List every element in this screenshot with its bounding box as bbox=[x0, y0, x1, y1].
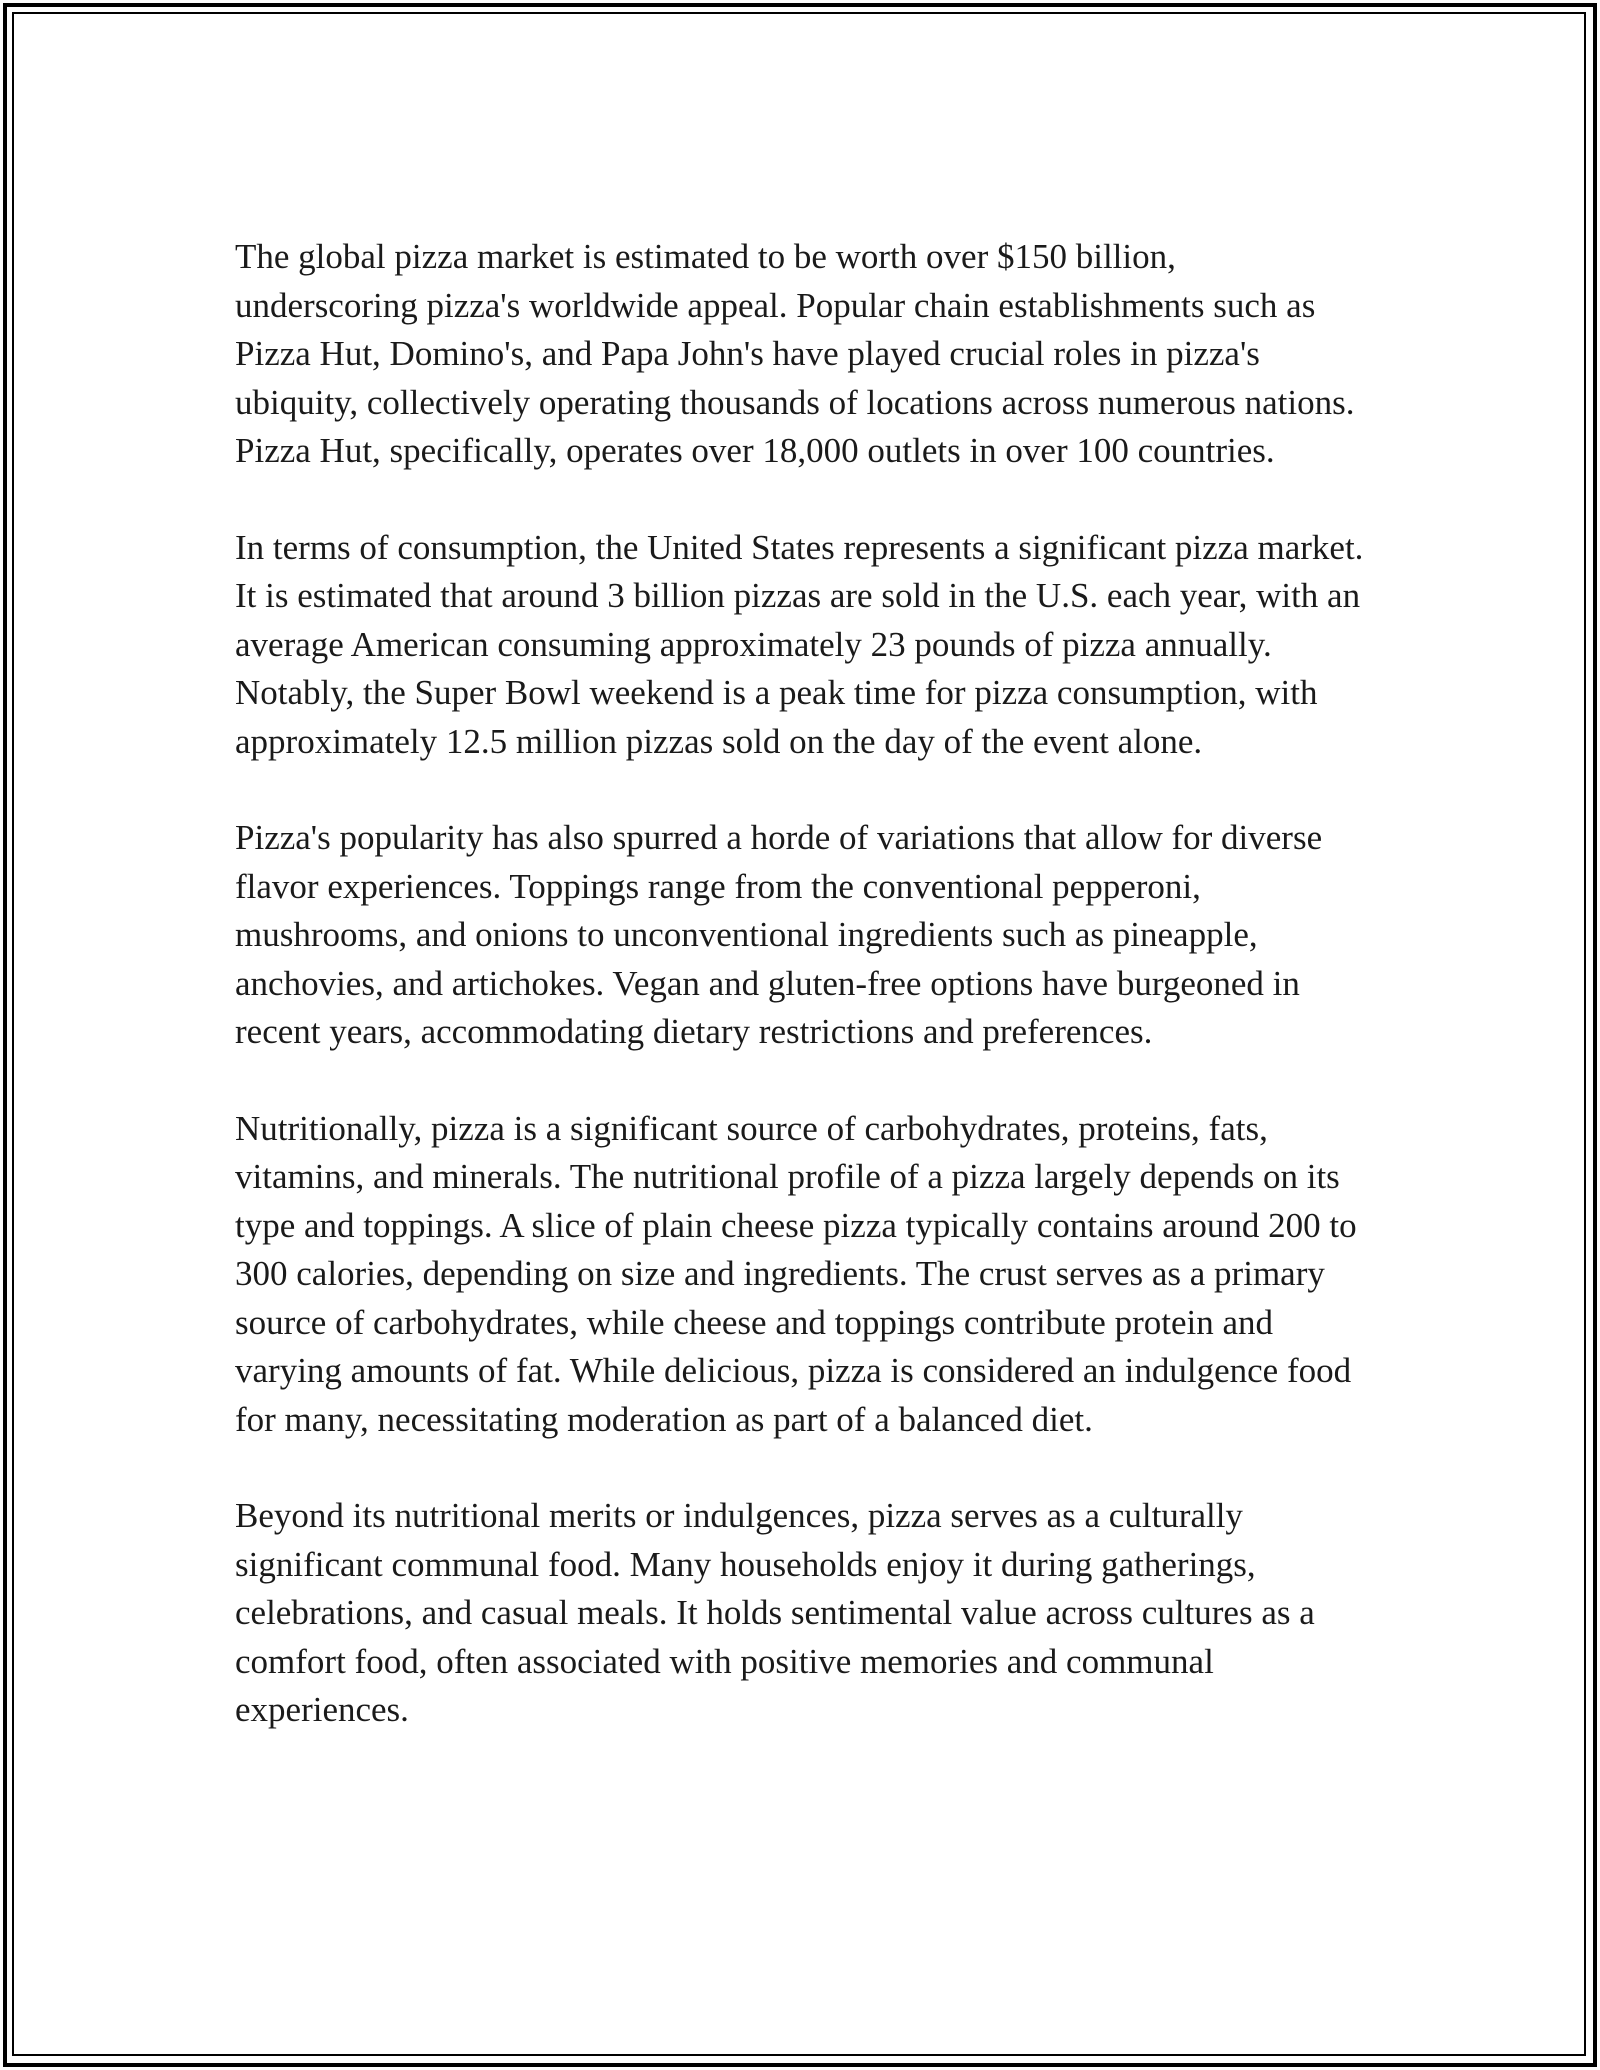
paragraph-us-consumption: In terms of consumption, the United States represents a significant pizza market. It is estimated that around 3 billion pizzas are sold in the U.S. each year, with an average American consuming approximately 23 pounds of pizza annually. Notably, the Super Bowl weekend is a peak time for pizza consumption, with approximately 12.5 million pizzas sold on the day of the event alone. bbox=[235, 527, 1364, 761]
paragraph-cultural-significance: Beyond its nutritional merits or indulgences, pizza serves as a culturally significant communal food. Many households enjoy it during gatherings, celebrations, and casual meals. It holds sentimental value across cultures as a comfort food, often associated with positive memories and communal experiences. bbox=[235, 1496, 1315, 1729]
paragraph-pizza-market: The global pizza market is estimated to be worth over $150 billion, underscoring pizza's worldwide appeal. Popular chain establishments such as Pizza Hut, Domino's, and Papa John's have played crucial roles in pizza's ubiquity, collectively operating thousands of locations across numerous nations. Pizza Hut, specifically, operates over 18,000 outlets in over 100 countries. bbox=[235, 237, 1355, 470]
paragraph-nutrition: Nutritionally, pizza is a significant source of carbohydrates, proteins, fats, vitamins, and minerals. The nutritional profile of a pizza largely depends on its type and toppings. A slice of plain cheese pizza typically contains around 200 to 300 calories, depending on size and ingredients. The crust serves as a primary source of carbohydrates, while cheese and toppings contribute protein and varying amounts of fat. While delicious, pizza is considered an indulgence food for many, necessitating moderation as part of a balanced diet. bbox=[235, 1108, 1357, 1439]
paragraph-variations: Pizza's popularity has also spurred a horde of variations that allow for diverse flavor experiences. Toppings range from the conventional pepperoni, mushrooms, and onions to unconventional ingredients such as pineapple, anchovies, and artichokes. Vegan and gluten-free options have burgeoned in recent years, accommodating dietary restrictions and preferences. bbox=[235, 818, 1323, 1051]
document-body bbox=[235, 233, 1365, 1783]
